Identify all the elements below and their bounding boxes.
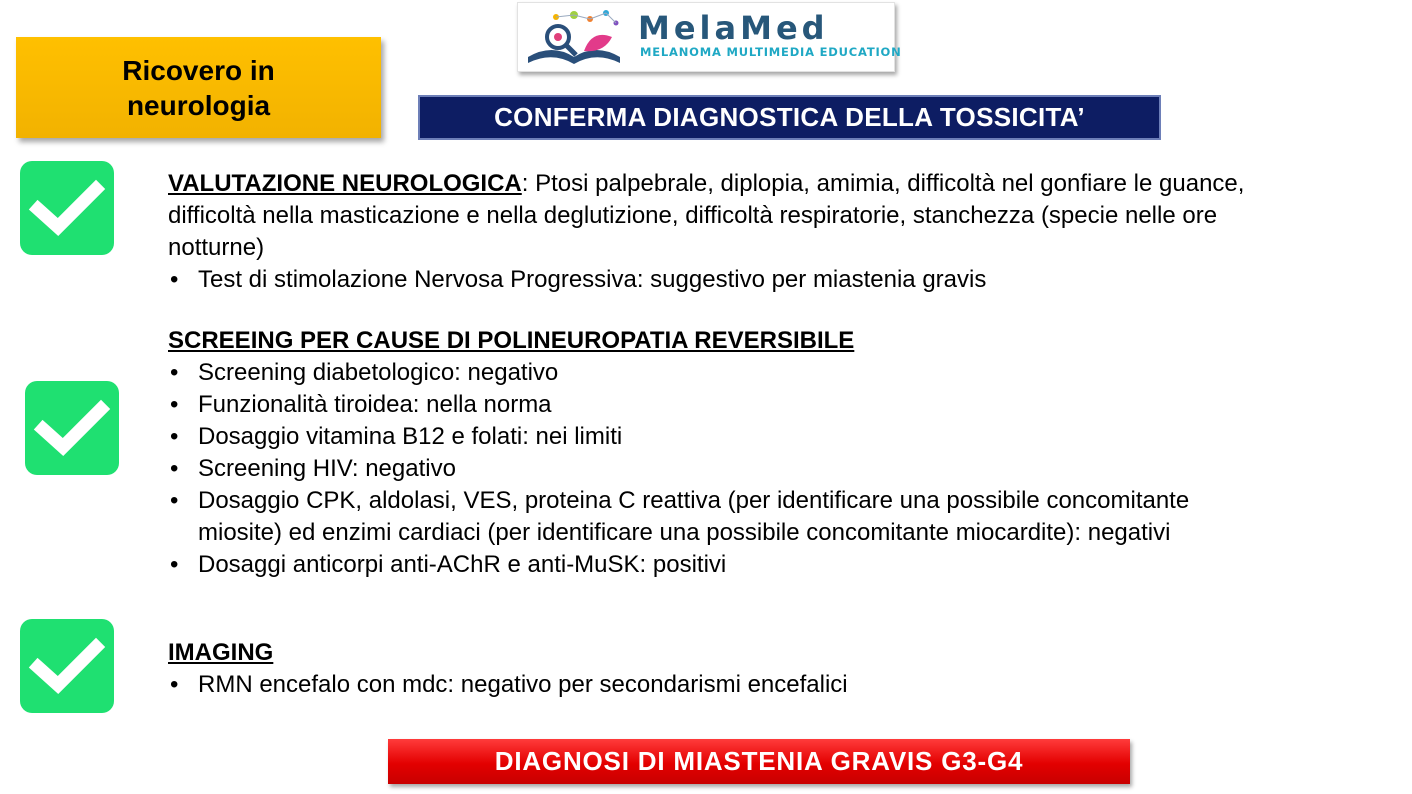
bullet-list <box>168 357 1288 581</box>
ricovero-label: Ricovero in neurologia <box>122 54 275 121</box>
checkmark-icon <box>20 619 114 713</box>
section-valutazione-neurologica <box>168 168 1288 296</box>
section-heading: VALUTAZIONE NEUROLOGICA <box>168 170 522 197</box>
melamed-logo <box>517 2 902 72</box>
list-item: • RMN encefalo con mdc: negativo per secondarismi encefalici <box>168 669 1288 701</box>
section-paragraph <box>168 168 1288 264</box>
ricovero-label-box <box>16 37 381 138</box>
diagnosi-label: DIAGNOSI DI MIASTENIA GRAVIS G3-G4 <box>494 746 1024 776</box>
bullet-list <box>168 264 1288 296</box>
list-item: • Screening HIV: negativo <box>168 453 1288 485</box>
list-item: • Test di stimolazione Nervosa Progressiva: suggestivo per miastenia gravis <box>168 264 1288 296</box>
list-item: • Screening diabetologico: negativo <box>168 357 1288 389</box>
conferma-banner <box>418 95 1161 140</box>
logo-subtitle: MELANOMA MULTIMEDIA EDUCATION <box>640 45 902 59</box>
section-imaging <box>168 637 1288 701</box>
section-screening <box>168 325 1288 581</box>
list-item: • Dosaggio CPK, aldolasi, VES, proteina C reattiva (per identificare una possibile concomitante miosite) ed enzimi cardiaci (per identificare una possibile concomitante miocardite): negativi <box>168 485 1288 549</box>
bullet-list <box>168 669 1288 701</box>
conferma-label: CONFERMA DIAGNOSTICA DELLA TOSSICITA’ <box>494 102 1085 132</box>
diagnosi-banner <box>388 739 1130 784</box>
section-heading: IMAGING <box>168 639 274 666</box>
list-item: • Dosaggio vitamina B12 e folati: nei limiti <box>168 421 1288 453</box>
checkmark-icon <box>20 161 114 255</box>
checkmark-icon <box>25 381 119 475</box>
section-text: : Ptosi palpebrale, diplopia, amimia, difficoltà nel gonfiare le guance, difficoltà nella masticazione e nella deglutizione, difficoltà respiratorie, stanchezza (specie nelle ore notturne) <box>168 170 1245 261</box>
list-item: • Dosaggi anticorpi anti-AChR e anti-MuSK: positivi <box>168 549 1288 581</box>
logo-title: MelaMed <box>638 9 829 47</box>
list-item: • Funzionalità tiroidea: nella norma <box>168 389 1288 421</box>
melamed-logo-icon <box>522 7 634 69</box>
section-heading: SCREEING PER CAUSE DI POLINEUROPATIA REVERSIBILE <box>168 327 855 354</box>
